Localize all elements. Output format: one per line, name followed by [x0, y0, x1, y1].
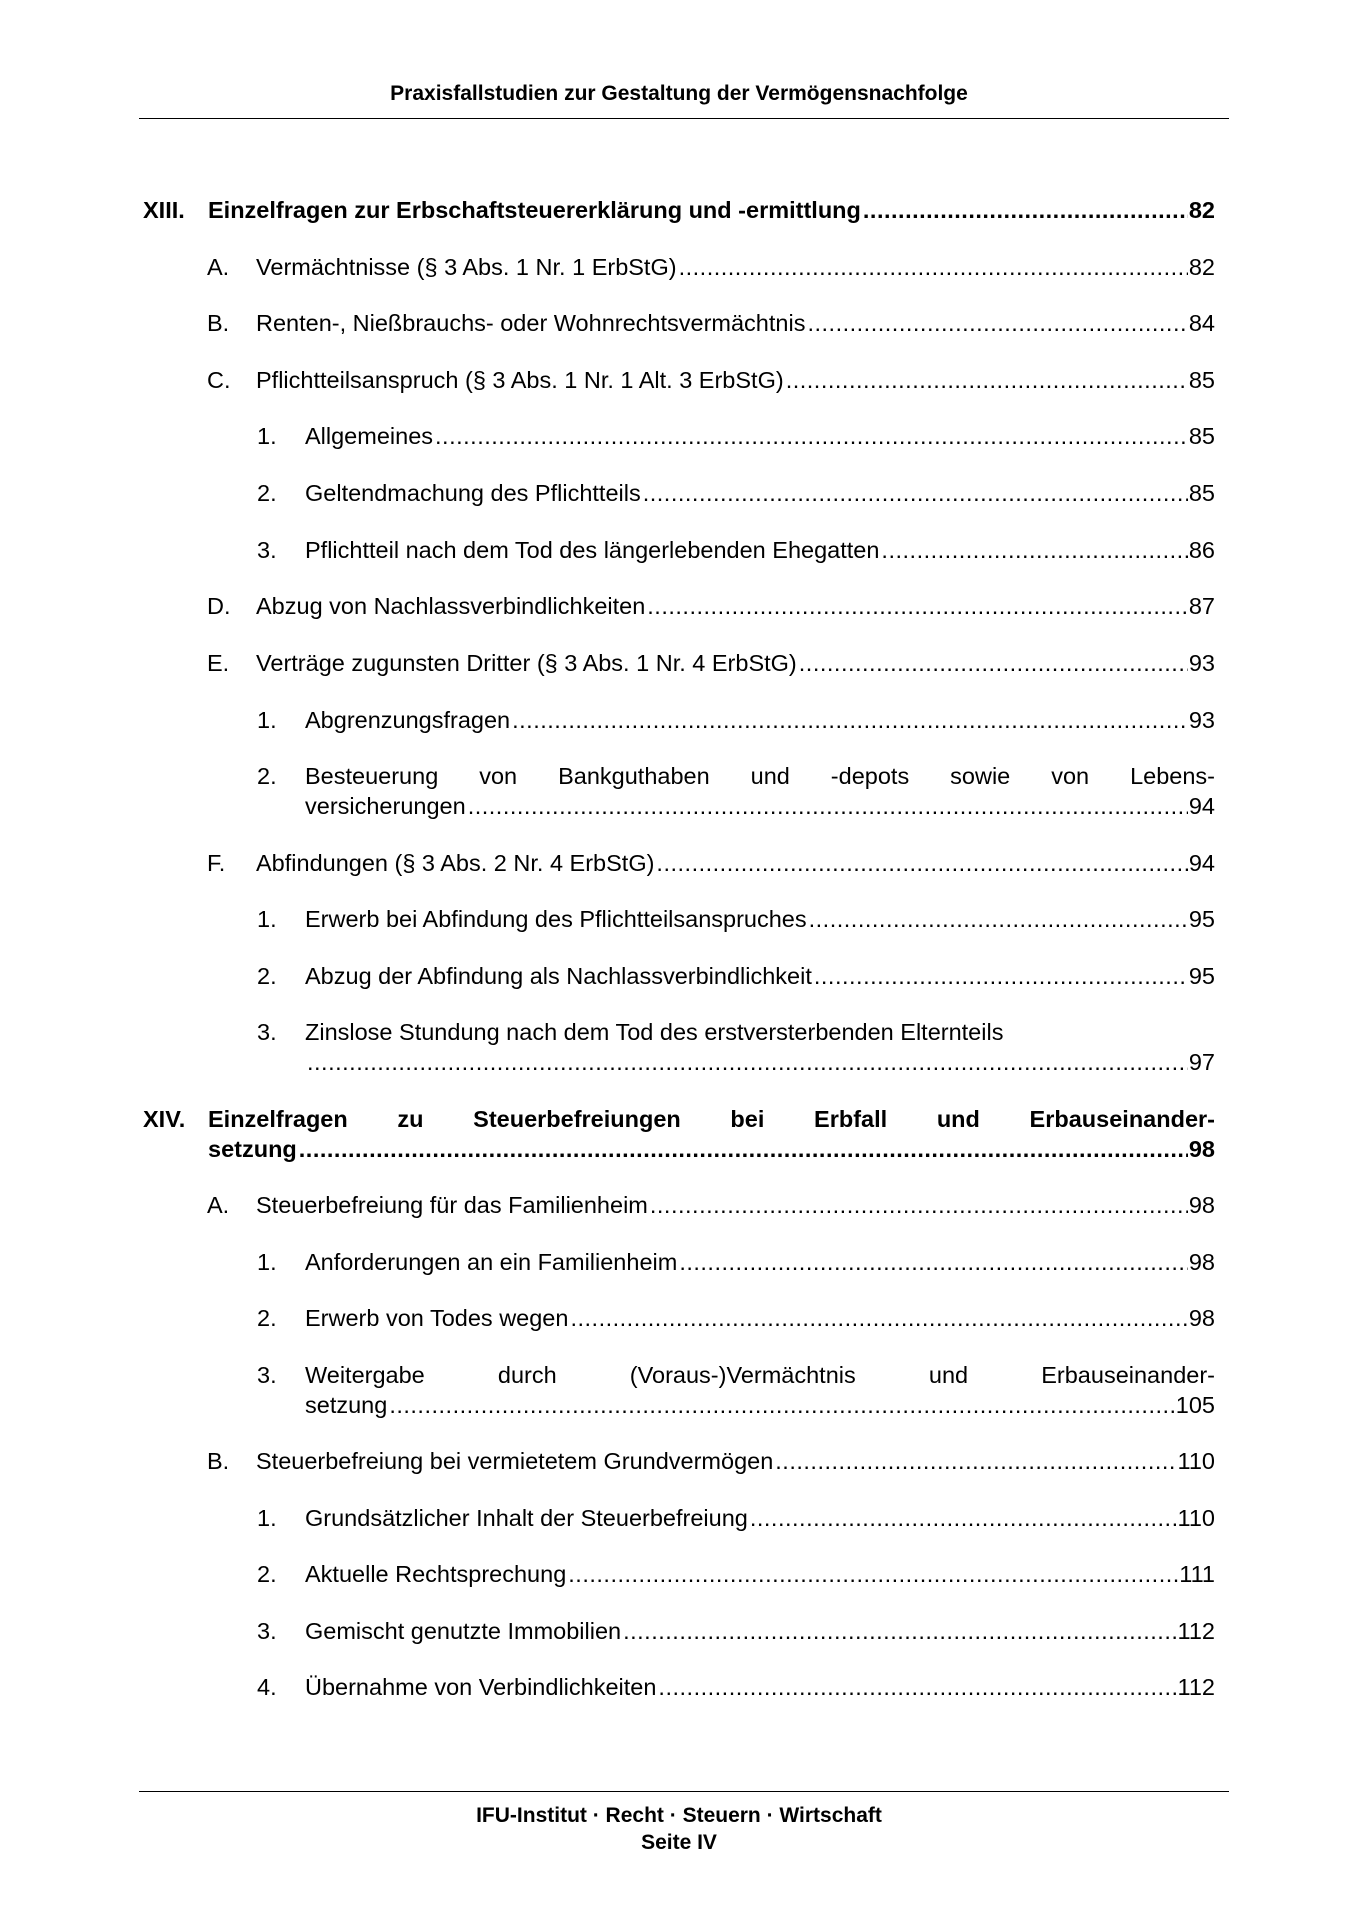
toc-entry-number: E.	[207, 650, 230, 676]
toc-entry	[257, 961, 1215, 991]
toc-entry-title-line2: versicherungen	[305, 793, 466, 819]
toc-entry-line	[305, 791, 1215, 821]
toc-entry-line-row	[207, 848, 1215, 878]
toc-entry-line	[256, 591, 1215, 621]
toc-entry-line	[305, 421, 1215, 451]
dot-leader	[679, 1247, 1188, 1277]
toc-entry-line	[208, 1134, 1215, 1164]
toc-entry-line-row	[257, 1303, 1215, 1333]
toc-entry	[257, 904, 1215, 934]
toc-page-number: 98	[1188, 1136, 1215, 1162]
toc-entry	[257, 1672, 1215, 1702]
toc-entry	[257, 1559, 1215, 1589]
toc-page-number: 98	[1188, 1305, 1215, 1331]
toc-entry-number: XIII.	[143, 197, 185, 223]
toc-entry-line	[256, 648, 1215, 678]
toc-entry	[257, 761, 1215, 821]
toc-entry-title: Abgrenzungsfragen	[305, 707, 511, 733]
toc-entry	[207, 848, 1215, 878]
toc-entry	[143, 1104, 1215, 1164]
footer-rule	[139, 1791, 1229, 1792]
toc-entry	[207, 252, 1215, 282]
dot-leader	[775, 1446, 1176, 1476]
toc-entry-line	[305, 1390, 1215, 1420]
dot-leader	[881, 535, 1187, 565]
toc-page-number: 85	[1188, 423, 1215, 449]
toc-entry-title: Abfindungen (§ 3 Abs. 2 Nr. 4 ErbStG)	[256, 850, 655, 876]
dot-leader	[814, 961, 1188, 991]
toc-entry-line-row	[257, 1616, 1215, 1646]
dot-leader	[570, 1303, 1187, 1333]
dot-leader	[750, 1503, 1177, 1533]
toc-entry-line-row	[257, 478, 1215, 508]
dot-leader	[650, 1190, 1188, 1220]
toc-entry-line	[256, 1446, 1215, 1476]
toc-entry-line-row	[257, 1503, 1215, 1533]
toc-page-number: 82	[1188, 254, 1215, 280]
toc-entry-line	[305, 535, 1215, 565]
toc-entry	[257, 478, 1215, 508]
toc-entry-number: 1.	[257, 1249, 277, 1275]
toc-page-number: 86	[1188, 537, 1215, 563]
toc-entry-line	[256, 252, 1215, 282]
toc-entry-number: 2.	[257, 1561, 277, 1587]
toc-page-number: 110	[1177, 1448, 1215, 1474]
toc-entry-title-line1: Besteuerung von Bankguthaben und -depots sowie von Lebens-	[305, 763, 1215, 789]
toc-entry-line-row	[257, 961, 1215, 991]
toc-entry-title: Vermächtnisse (§ 3 Abs. 1 Nr. 1 ErbStG)	[256, 254, 677, 280]
toc-entry-title: Aktuelle Rechtsprechung	[305, 1561, 567, 1587]
toc-entry-title: Allgemeines	[305, 423, 434, 449]
toc-entry-line-row	[207, 591, 1215, 621]
dot-leader	[679, 252, 1188, 282]
toc-entry-number: 1.	[257, 423, 277, 449]
toc-entry-number: 3.	[257, 1019, 277, 1045]
toc-entry	[143, 195, 1215, 225]
toc-entry-line-row	[257, 705, 1215, 735]
toc-entry-number: A.	[207, 254, 230, 280]
toc-page-number: 98	[1188, 1192, 1215, 1218]
dot-leader	[623, 1616, 1176, 1646]
toc-entry-line-row	[257, 421, 1215, 451]
toc-page-number: 111	[1179, 1561, 1215, 1587]
toc-entry	[257, 1017, 1215, 1077]
toc-entry-number: 2.	[257, 1305, 277, 1331]
dot-leader	[647, 591, 1188, 621]
dot-leader	[299, 1134, 1188, 1164]
toc-entry-number: A.	[207, 1192, 230, 1218]
toc-page-number: 95	[1188, 906, 1215, 932]
toc-entry-number: 2.	[257, 480, 277, 506]
toc-entry-number: 1.	[257, 906, 277, 932]
toc-entry-number: 2.	[257, 963, 277, 989]
toc-entry-line	[305, 478, 1215, 508]
toc-entry-title: Erwerb bei Abfindung des Pflichtteilsanspruches	[305, 906, 807, 932]
toc-entry-title: Einzelfragen zur Erbschaftsteuererklärung und -ermittlung	[208, 197, 861, 223]
toc-entry-line	[256, 308, 1215, 338]
toc-entry-line	[305, 904, 1215, 934]
toc-entry	[257, 421, 1215, 451]
toc-entry-title-line1: Weitergabe durch (Voraus-)Vermächtnis und Erbauseinander-	[305, 1362, 1215, 1388]
toc-entry-line-row	[257, 535, 1215, 565]
dot-leader	[643, 478, 1188, 508]
toc-page-number: 110	[1177, 1505, 1215, 1531]
toc-page-number: 84	[1188, 310, 1215, 336]
toc-entry-title: Grundsätzlicher Inhalt der Steuerbefreiung	[305, 1505, 748, 1531]
dot-leader	[389, 1390, 1174, 1420]
toc-entry-number: 3.	[257, 537, 277, 563]
dot-leader	[656, 848, 1187, 878]
toc-entry-second-line	[257, 791, 1215, 821]
toc-entry	[257, 1503, 1215, 1533]
toc-entry-line	[256, 848, 1215, 878]
page-number: Seite IV	[641, 1831, 717, 1854]
toc-entry-title-line1: Zinslose Stundung nach dem Tod des erstversterbenden Elternteils	[305, 1019, 1004, 1045]
toc-entry-title: Steuerbefreiung bei vermietetem Grundvermögen	[256, 1448, 774, 1474]
toc-entry-line-row	[207, 1446, 1215, 1476]
dot-leader	[512, 705, 1188, 735]
toc-page-number: 95	[1188, 963, 1215, 989]
toc-entry-title: Renten-, Nießbrauchs- oder Wohnrechtsvermächtnis	[256, 310, 806, 336]
toc-page-number: 98	[1188, 1249, 1215, 1275]
toc-entry-line-row	[257, 1672, 1215, 1702]
toc-entry-number: C.	[207, 367, 231, 393]
dot-leader	[435, 421, 1188, 451]
toc-page-number: 105	[1175, 1392, 1215, 1418]
toc-entry-line	[256, 365, 1215, 395]
toc-entry	[207, 1446, 1215, 1476]
toc-entry-number: XIV.	[143, 1106, 186, 1132]
toc-entry-line	[305, 1559, 1215, 1589]
toc-entry-first-line	[257, 1017, 1215, 1047]
toc-entry-line-row	[257, 904, 1215, 934]
toc-entry-title: Übernahme von Verbindlichkeiten	[305, 1674, 657, 1700]
toc-entry	[257, 1616, 1215, 1646]
toc-entry	[257, 705, 1215, 735]
toc-entry	[207, 308, 1215, 338]
toc-entry	[257, 1247, 1215, 1277]
toc-entry-number: 2.	[257, 763, 277, 789]
toc-entry-title: Gemischt genutzte Immobilien	[305, 1618, 622, 1644]
toc-entry-line-row	[207, 365, 1215, 395]
toc-entry-line	[208, 195, 1215, 225]
toc-entry-line	[305, 1247, 1215, 1277]
toc-entry-number: B.	[207, 1448, 230, 1474]
toc-page-number: 85	[1188, 367, 1215, 393]
toc-entry-title: Abzug von Nachlassverbindlichkeiten	[256, 593, 646, 619]
toc-page-number: 97	[1188, 1049, 1215, 1075]
running-header-title: Praxisfallstudien zur Gestaltung der Vermögensnachfolge	[390, 82, 968, 105]
dot-leader	[807, 308, 1187, 338]
toc-page-number: 94	[1188, 850, 1215, 876]
toc-entry-first-line	[257, 1360, 1215, 1390]
toc-entry-line	[305, 1672, 1215, 1702]
toc-page-number: 93	[1188, 650, 1215, 676]
dot-leader	[307, 1047, 1188, 1077]
toc-entry-line-row	[207, 252, 1215, 282]
toc-page-number: 85	[1188, 480, 1215, 506]
toc-entry-number: 1.	[257, 1505, 277, 1531]
toc-entry-title: Pflichtteil nach dem Tod des längerlebenden Ehegatten	[305, 537, 880, 563]
toc-entry-number: 4.	[257, 1674, 277, 1700]
toc-entry-number: F.	[207, 850, 226, 876]
toc-page-number: 112	[1177, 1618, 1215, 1644]
toc-entry-number: 3.	[257, 1618, 277, 1644]
dot-leader	[799, 648, 1188, 678]
toc-entry	[257, 1360, 1215, 1420]
toc-entry-title: Steuerbefreiung für das Familienheim	[256, 1192, 648, 1218]
toc-entry-title: Anforderungen an ein Familienheim	[305, 1249, 678, 1275]
toc-entry	[207, 591, 1215, 621]
dot-leader	[809, 904, 1188, 934]
dot-leader	[658, 1672, 1176, 1702]
toc-entry	[207, 648, 1215, 678]
dot-leader	[786, 365, 1188, 395]
toc-entry-line-row	[207, 308, 1215, 338]
dot-leader	[468, 791, 1188, 821]
toc-entry-line	[305, 1303, 1215, 1333]
toc-page-number: 93	[1188, 707, 1215, 733]
toc-entry-number: 1.	[257, 707, 277, 733]
toc-entry-number: 3.	[257, 1362, 277, 1388]
toc-entry-line-row	[257, 1559, 1215, 1589]
toc-entry-line-row	[143, 195, 1215, 225]
toc-entry-second-line	[257, 1047, 1215, 1077]
toc-entry-title: Erwerb von Todes wegen	[305, 1305, 569, 1331]
toc-entry-line-row	[257, 1247, 1215, 1277]
dot-leader	[863, 195, 1188, 225]
toc-page-number: 87	[1188, 593, 1215, 619]
toc-page-number: 112	[1177, 1674, 1215, 1700]
toc-entry	[257, 1303, 1215, 1333]
toc-entry-title: Geltendmachung des Pflichtteils	[305, 480, 641, 506]
toc-entry-line-row	[207, 1190, 1215, 1220]
toc-entry-second-line	[257, 1390, 1215, 1420]
toc-entry-title-line2: setzung	[208, 1136, 297, 1162]
toc-entry	[207, 1190, 1215, 1220]
toc-page-number: 94	[1188, 793, 1215, 819]
toc-entry-line	[305, 961, 1215, 991]
toc-entry-line	[305, 1047, 1215, 1077]
toc-entry-title-line2: setzung	[305, 1392, 388, 1418]
toc-entry-title-line1: Einzelfragen zu Steuerbefreiungen bei Erbfall und Erbauseinander-	[208, 1106, 1215, 1132]
toc-entry-first-line	[257, 761, 1215, 791]
toc-entry-line-row	[207, 648, 1215, 678]
toc-entry	[207, 365, 1215, 395]
toc-entry-number: B.	[207, 310, 230, 336]
toc-entry-second-line	[143, 1134, 1215, 1164]
toc-entry-title: Pflichtteilsanspruch (§ 3 Abs. 1 Nr. 1 Alt. 3 ErbStG)	[256, 367, 784, 393]
toc-page-number: 82	[1188, 197, 1215, 223]
toc-entry-title: Abzug der Abfindung als Nachlassverbindlichkeit	[305, 963, 812, 989]
toc-entry-number: D.	[207, 593, 231, 619]
toc-entry-line	[305, 705, 1215, 735]
toc-entry	[257, 535, 1215, 565]
toc-entry-line	[305, 1616, 1215, 1646]
toc-entry-title: Verträge zugunsten Dritter (§ 3 Abs. 1 Nr. 4 ErbStG)	[256, 650, 797, 676]
footer-institute: IFU-Institut · Recht · Steuern · Wirtschaft	[476, 1804, 882, 1827]
dot-leader	[568, 1559, 1178, 1589]
toc-entry-line	[256, 1190, 1215, 1220]
toc-entry-line	[305, 1503, 1215, 1533]
toc-entry-first-line	[143, 1104, 1215, 1134]
